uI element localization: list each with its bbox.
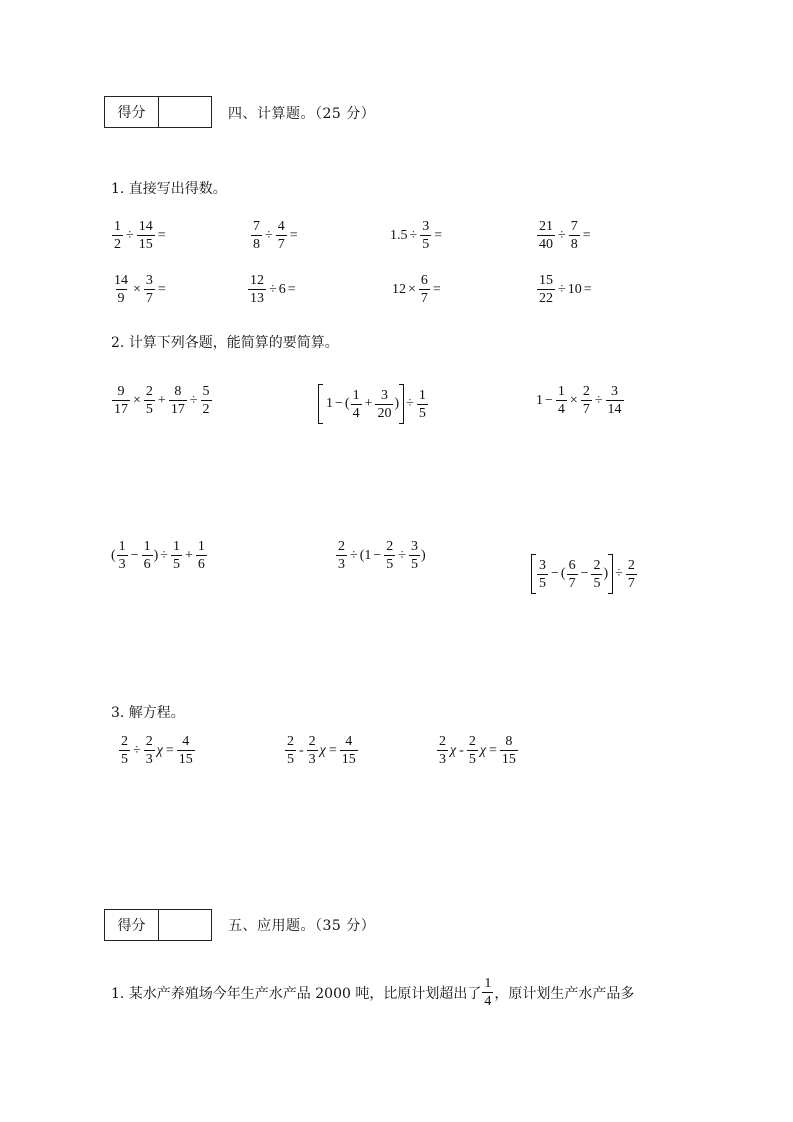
fraction: $\frac{21}{40}$ (539, 219, 553, 252)
fraction: $\frac{14}{9}$ (114, 273, 128, 306)
fraction: $\frac{1}{6}$ (143, 539, 151, 572)
fraction: $\frac{8}{17}$ (170, 384, 185, 417)
fraction: $\frac{3}{7}$ (145, 273, 153, 306)
fraction: $\frac{2}{7}$ (582, 384, 590, 417)
fraction: $\frac{2}{3}$ (308, 734, 316, 767)
fraction: $\frac{1}{6}$ (197, 539, 205, 572)
math-expression: $\frac{7}{8}$ ÷ $\frac{4}{7}$ = (253, 219, 298, 252)
math-expression: 1.5 ÷ $\frac{3}{5}$ = (390, 219, 443, 252)
math-expression: $\frac{14}{9}$ × $\frac{3}{7}$ = (114, 273, 166, 306)
fraction: $\frac{9}{17}$ (114, 384, 128, 417)
score-box (104, 909, 212, 941)
math-expression: $\frac{2}{3}$ ÷ ( 1 − $\frac{2}{5}$ ÷ $\frac{3}{5}$ ) (338, 539, 426, 572)
math-expression: $\frac{9}{17}$ × $\frac{2}{5}$ + $\frac{8}{17}$ ÷ $\frac{5}{2}$ (114, 384, 210, 417)
question-heading: 2. 计算下列各题，能简算的要简算。 (111, 335, 339, 351)
fraction: $\frac{14}{15}$ (138, 219, 153, 252)
fraction: $\frac{1}{5}$ (418, 387, 426, 421)
fraction: $\frac{1}{3}$ (118, 539, 126, 572)
math-expression: $\frac{15}{22}$ ÷ 10 = (539, 273, 592, 306)
fraction: $\frac{3}{5}$ (410, 539, 418, 572)
math-expression: ( $\frac{1}{3}$ − $\frac{1}{6}$ ) ÷ $\frac{1}{5}$ + $\frac{1}{6}$ (111, 539, 205, 572)
fraction: $\frac{6}{7}$ (420, 273, 428, 306)
fraction: $\frac{1}{4}$ (557, 384, 565, 417)
score-box (104, 96, 212, 128)
fraction: $\frac{2}{5}$ (121, 734, 128, 767)
fraction: $\frac{2}{5}$ (145, 384, 153, 417)
fraction: $\frac{2}{3}$ (439, 734, 446, 767)
score-label: 得分 (105, 97, 159, 127)
math-expression: $\frac{3}{5}$ − ( $\frac{6}{7}$ − $\frac{2}{5}$ ) ÷ $\frac{2}{7}$ (531, 554, 638, 594)
score-blank (159, 97, 211, 127)
fraction: $\frac{2}{5}$ (287, 734, 294, 767)
fraction: $\frac{3}{20}$ (377, 387, 392, 421)
fraction: $\frac{7}{8}$ (253, 219, 260, 252)
fraction: $\frac{1}{5}$ (172, 539, 180, 572)
equation: $\frac{2}{3}$ χ - $\frac{2}{5}$ χ = $\frac{8}{15}$ (439, 734, 516, 767)
application-question: 1. 某水产养殖场今年生产水产品 2000 吨，比原计划超出了 $\frac{1}{4}$ ，原计划生产水产品多 (111, 976, 635, 1009)
fraction: $\frac{2}{5}$ (468, 734, 476, 767)
left-bracket (318, 384, 323, 424)
math-expression: $\frac{21}{40}$ ÷ $\frac{7}{8}$ = (539, 219, 591, 252)
question-heading: 1. 直接写出得数。 (111, 181, 227, 197)
fraction: $\frac{1}{4}$ (484, 976, 492, 1009)
fraction: $\frac{2}{3}$ (145, 734, 153, 767)
fraction: $\frac{3}{5}$ (539, 557, 546, 591)
math-expression: 1 − ( $\frac{1}{4}$ + $\frac{3}{20}$ ) ÷ $\frac{1}{5}$ (318, 384, 429, 424)
score-blank (159, 910, 211, 940)
fraction: $\frac{7}{8}$ (570, 219, 578, 252)
math-expression: 12 × $\frac{6}{7}$ = (392, 273, 441, 306)
fraction: $\frac{2}{5}$ (386, 539, 394, 572)
fraction: $\frac{4}{15}$ (178, 734, 193, 767)
fraction: $\frac{4}{15}$ (341, 734, 356, 767)
fraction: $\frac{6}{7}$ (568, 557, 576, 591)
left-bracket (531, 554, 536, 594)
fraction: $\frac{1}{2}$ (114, 219, 121, 252)
math-expression: $\frac{1}{2}$ ÷ $\frac{14}{15}$ = (114, 219, 166, 252)
right-bracket (399, 384, 404, 424)
fraction: $\frac{15}{22}$ (539, 273, 553, 306)
equation: $\frac{2}{5}$ - $\frac{2}{3}$ χ = $\frac{4}{15}$ (287, 734, 356, 767)
fraction: $\frac{2}{5}$ (593, 557, 601, 591)
section-title: 四、计算题。（25 分） (228, 106, 376, 122)
equation: $\frac{2}{5}$ ÷ $\frac{2}{3}$ χ = $\frac{4}{15}$ (121, 734, 193, 767)
math-expression: $\frac{12}{13}$ ÷ 6 = (250, 273, 296, 306)
fraction: $\frac{8}{15}$ (501, 734, 516, 767)
question-heading: 3. 解方程。 (111, 705, 185, 721)
fraction: $\frac{2}{7}$ (627, 557, 635, 591)
fraction: $\frac{3}{5}$ (422, 219, 430, 252)
fraction: $\frac{5}{2}$ (202, 384, 210, 417)
fraction: $\frac{4}{7}$ (277, 219, 285, 252)
score-label: 得分 (105, 910, 159, 940)
fraction: $\frac{3}{14}$ (607, 384, 622, 417)
fraction: $\frac{2}{3}$ (338, 539, 345, 572)
fraction: $\frac{12}{13}$ (250, 273, 264, 306)
right-bracket (608, 554, 613, 594)
fraction: $\frac{1}{4}$ (352, 387, 360, 421)
math-expression: 1 − $\frac{1}{4}$ × $\frac{2}{7}$ ÷ $\frac{3}{14}$ (536, 384, 622, 417)
section-title: 五、应用题。（35 分） (228, 918, 376, 934)
